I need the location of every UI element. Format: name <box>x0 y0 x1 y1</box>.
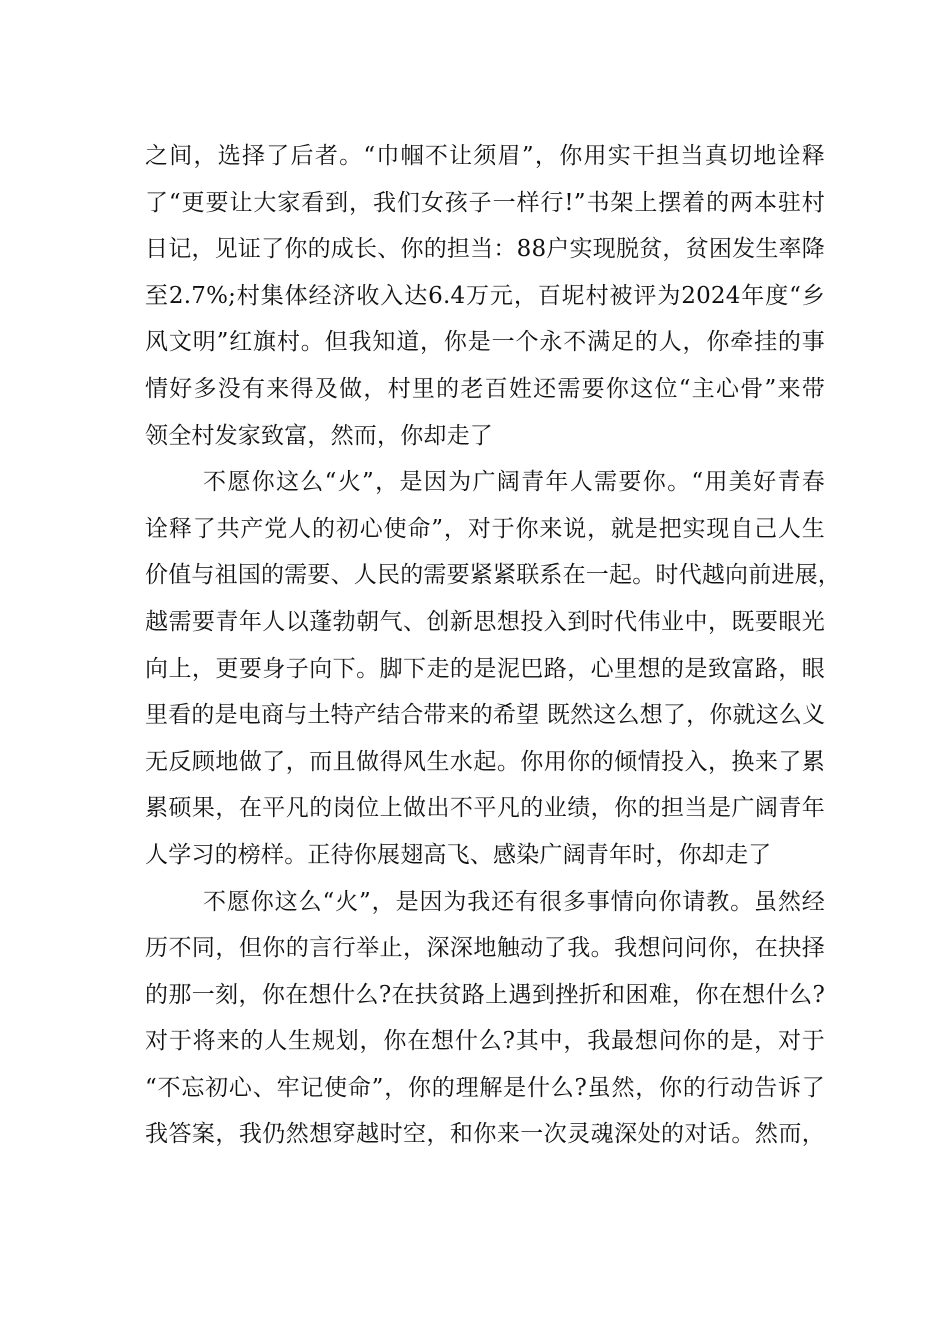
paragraph-3 <box>145 879 825 1159</box>
paragraph-1 <box>145 133 825 459</box>
paragraph-line: 领全村发家致富，然而，你却走了 <box>145 422 493 449</box>
paragraph-line: 人学习的榜样。正待你展翅高飞、感染广阔青年时，你却走了 <box>145 841 772 868</box>
paragraph-line: 我答案，我仍然想穿越时空，和你来一次灵魂深处的对话。然而， <box>145 1121 825 1148</box>
paragraph-line: 历不同，但你的言行举止，深深地触动了我。我想问问你，在抉择 <box>145 935 825 962</box>
document-body <box>145 133 841 1158</box>
paragraph-line: 诠释了共产党人的初心使命”，对于你来说，就是把实现自己人生 <box>145 515 825 542</box>
paragraph-line: 之间，选择了后者。“巾帼不让须眉”，你用实干担当真切地诠释 <box>145 143 825 169</box>
paragraph-line: 的那一刻，你在想什么?在扶贫路上遇到挫折和困难，你在想什么? <box>145 981 825 1008</box>
paragraph-line: 对于将来的人生规划，你在想什么?其中，我最想问你的是，对于 <box>145 1028 825 1055</box>
paragraph-line: 里看的是电商与土特产结合带来的希望 既然这么想了，你就这么义 <box>145 702 826 729</box>
paragraph-line: 了“更要让大家看到，我们女孩子一样行!”书架上摆着的两本驻村 <box>145 189 825 216</box>
paragraph-2 <box>145 459 841 878</box>
paragraph-line: 风文明”红旗村。但我知道，你是一个永不满足的人，你牵挂的事 <box>145 329 825 356</box>
paragraph-line: 日记，见证了你的成长、你的担当：88户实现脱贫，贫困发生率降 <box>145 236 825 263</box>
paragraph-line: 情好多没有来得及做，村里的老百姓还需要你这位“主心骨”来带 <box>145 375 825 402</box>
paragraph-line: 至2.7%;村集体经济收入达6.4万元，百坭村被评为2024年度“乡 <box>145 282 825 309</box>
paragraph-line: 越需要青年人以蓬勃朝气、创新思想投入到时代伟业中，既要眼光 <box>145 608 825 635</box>
paragraph-line: “不忘初心、牢记使命”，你的理解是什么?虽然，你的行动告诉了 <box>145 1074 825 1101</box>
paragraph-line: 累硕果，在平凡的岗位上做出不平凡的业绩，你的担当是广阔青年 <box>145 795 825 822</box>
paragraph-line: 不愿你这么“火”，是因为广阔青年人需要你。“用美好青春 <box>203 469 825 496</box>
paragraph-line: 向上，更要身子向下。脚下走的是泥巴路，心里想的是致富路，眼 <box>145 655 825 682</box>
paragraph-line: 价值与祖国的需要、人民的需要紧紧联系在一起。时代越向前进展， <box>145 562 841 589</box>
paragraph-line: 无反顾地做了，而且做得风生水起。你用你的倾情投入，换来了累 <box>145 748 825 775</box>
paragraph-line: 不愿你这么“火”，是因为我还有很多事情向你请教。虽然经 <box>203 888 825 915</box>
